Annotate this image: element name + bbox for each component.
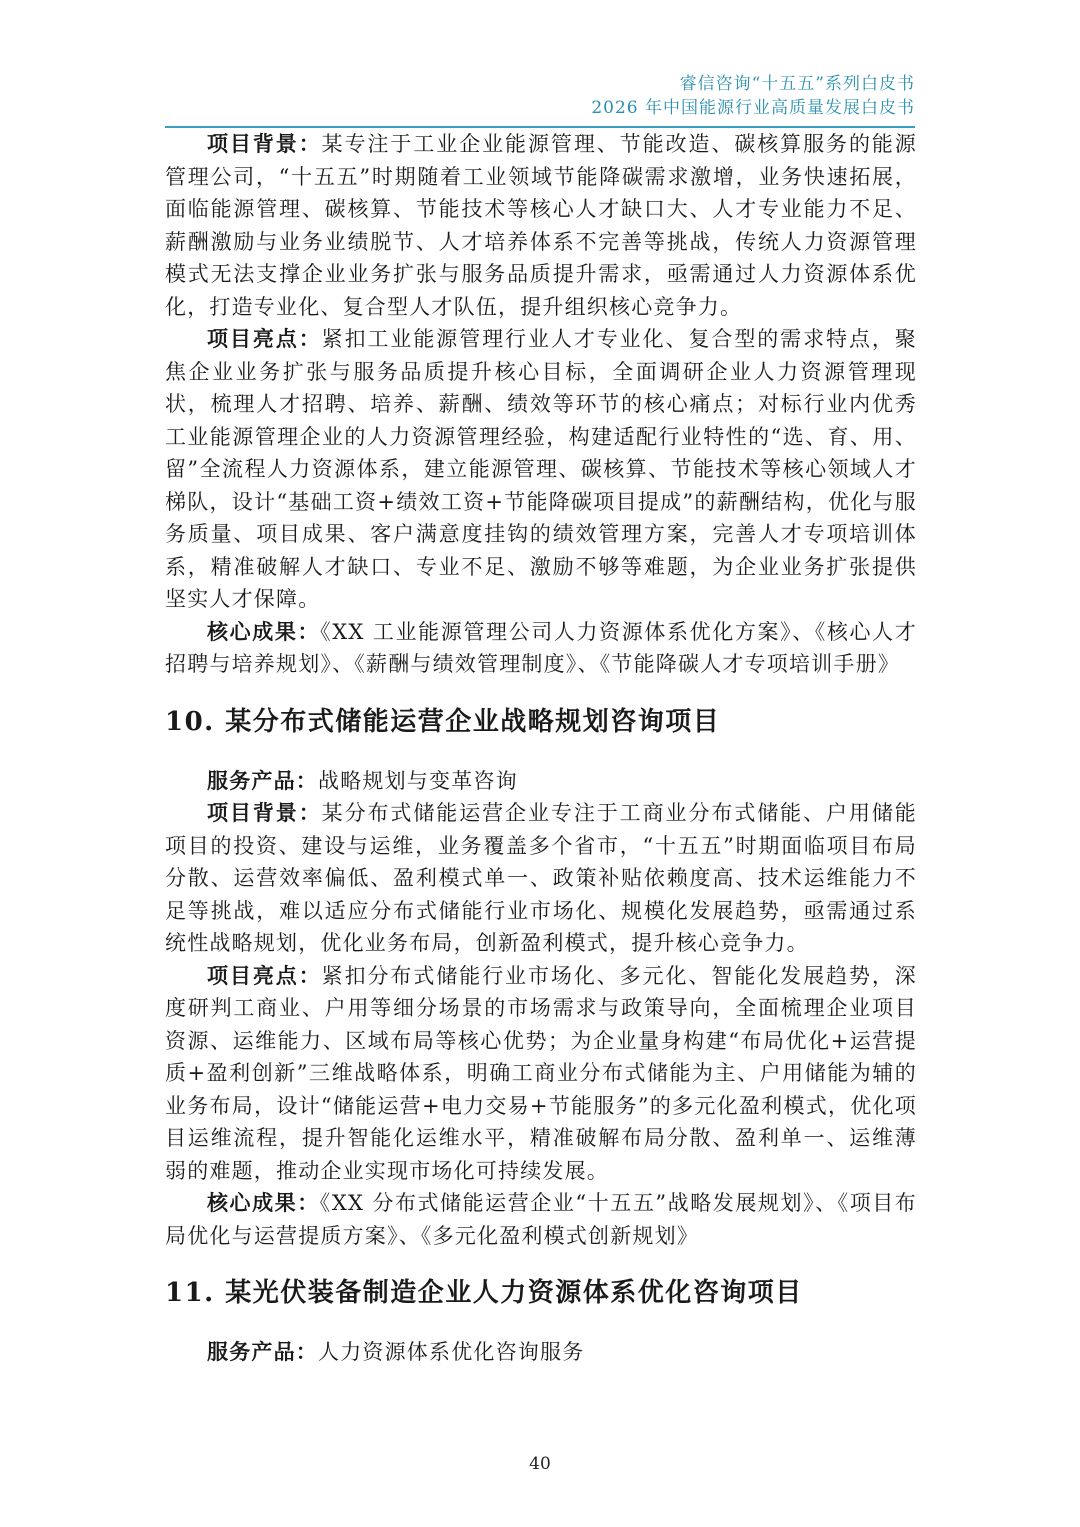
project9-background — [165, 128, 917, 323]
project11-heading: 11. 某光伏装备制造企业人力资源体系优化咨询项目 — [165, 1278, 803, 1308]
results-text: 《XX 工业能源管理公司人力资源体系优化方案》、《核心人才招聘与培养规划》、《薪酬与绩效管理制度》、《节能降碳人才专项培训手册》 — [165, 619, 918, 676]
background-label: 项目背景： — [207, 800, 322, 825]
highlights-label: 项目亮点： — [207, 962, 322, 988]
background-label: 项目背景： — [207, 131, 322, 156]
project9-results — [165, 616, 917, 681]
highlights-text: 紧扣分布式储能行业市场化、多元化、智能化发展趋势，深度研判工商业、户用等细分场景的市场需求与政策导向，全面梳理企业项目资源、运维能力、区域布局等核心优势；为企业量身构建“布局优化+运营提质+盈利创新”三维战略体系，明确工商业分布式储能为主、户用储能为辅的业务布局，设计“储能运营+电力交易+节能服务”的多元化盈利模式，优化项目运维流程，提升智能化运维水平，精准破解布局分散、盈利单一、运维薄弱的难题，推动企业实现市场化可持续发展。 — [165, 963, 918, 1183]
service-text: 人力资源体系优化咨询服务 — [318, 1340, 585, 1364]
service-label: 服务产品： — [207, 1339, 318, 1364]
results-label: 核心成果： — [207, 1190, 320, 1215]
background-text: 某分布式储能运营企业专注于工商业分布式储能、户用储能项目的投资、建设与运维，业务覆盖多个省市，“十五五”时期面临项目布局分散、运营效率偏低、盈利模式单一、政策补贴依赖度高、技术运维能力不足等挑战，难以适应分布式储能行业市场化、规模化发展趋势，亟需通过系统性战略规划，优化业务布局，创新盈利模式，提升核心竞争力。 — [165, 801, 918, 955]
header-series-title: 睿信咨询“十五五”系列白皮书 — [679, 74, 915, 94]
background-text: 某专注于工业企业能源管理、节能改造、碳核算服务的能源管理公司，“十五五”时期随着工业领域节能降碳需求激增，业务快速拓展，面临能源管理、碳核算、节能技术等核心人才缺口大、人才专业能力不足、薪酬激励与业务业绩脱节、人才培养体系不完善等挑战，传统人力资源管理模式无法支撑企业业务扩张与服务品质提升需求，亟需通过人力资源体系优化，打造专业化、复合型人才队伍，提升组织核心竞争力。 — [165, 132, 918, 319]
header-report-title: 2026 年中国能源行业高质量发展白皮书 — [591, 98, 915, 118]
results-text: 《XX 分布式储能运营企业“十五五”战略发展规划》、《项目布局优化与运营提质方案》、《多元化盈利模式创新规划》 — [165, 1191, 918, 1248]
project10-results — [165, 1187, 917, 1252]
project10-highlights — [165, 960, 917, 1188]
highlights-text: 紧扣工业能源管理行业人才专业化、复合型的需求特点，聚焦企业业务扩张与服务品质提升核心目标，全面调研企业人力资源管理现状，梳理人才招聘、培养、薪酬、绩效等环节的核心痛点；对标行业内优秀工业能源管理企业的人力资源管理经验，构建适配行业特性的“选、育、用、留”全流程人力资源体系，建立能源管理、碳核算、节能技术等核心领域人才梯队，设计“基础工资+绩效工资+节能降碳项目提成”的薪酬结构，优化与服务质量、项目成果、客户满意度挂钩的绩效管理方案，完善人才专项培训体系，精准破解人才缺口、专业不足、激励不够等难题，为企业业务扩张提供坚实人才保障。 — [165, 327, 918, 611]
project10-background — [165, 797, 917, 960]
project10-service — [165, 765, 917, 798]
project11-service — [165, 1336, 917, 1369]
page-number: 40 — [529, 1454, 551, 1474]
project9-highlights — [165, 323, 917, 616]
highlights-label: 项目亮点： — [207, 326, 322, 351]
project10-heading: 10. 某分布式储能运营企业战略规划咨询项目 — [165, 706, 721, 737]
results-label: 核心成果： — [207, 618, 321, 644]
running-header — [591, 72, 915, 120]
page-body — [165, 128, 917, 1369]
service-label: 服务产品： — [207, 767, 318, 793]
service-text: 战略规划与变革咨询 — [318, 768, 518, 793]
